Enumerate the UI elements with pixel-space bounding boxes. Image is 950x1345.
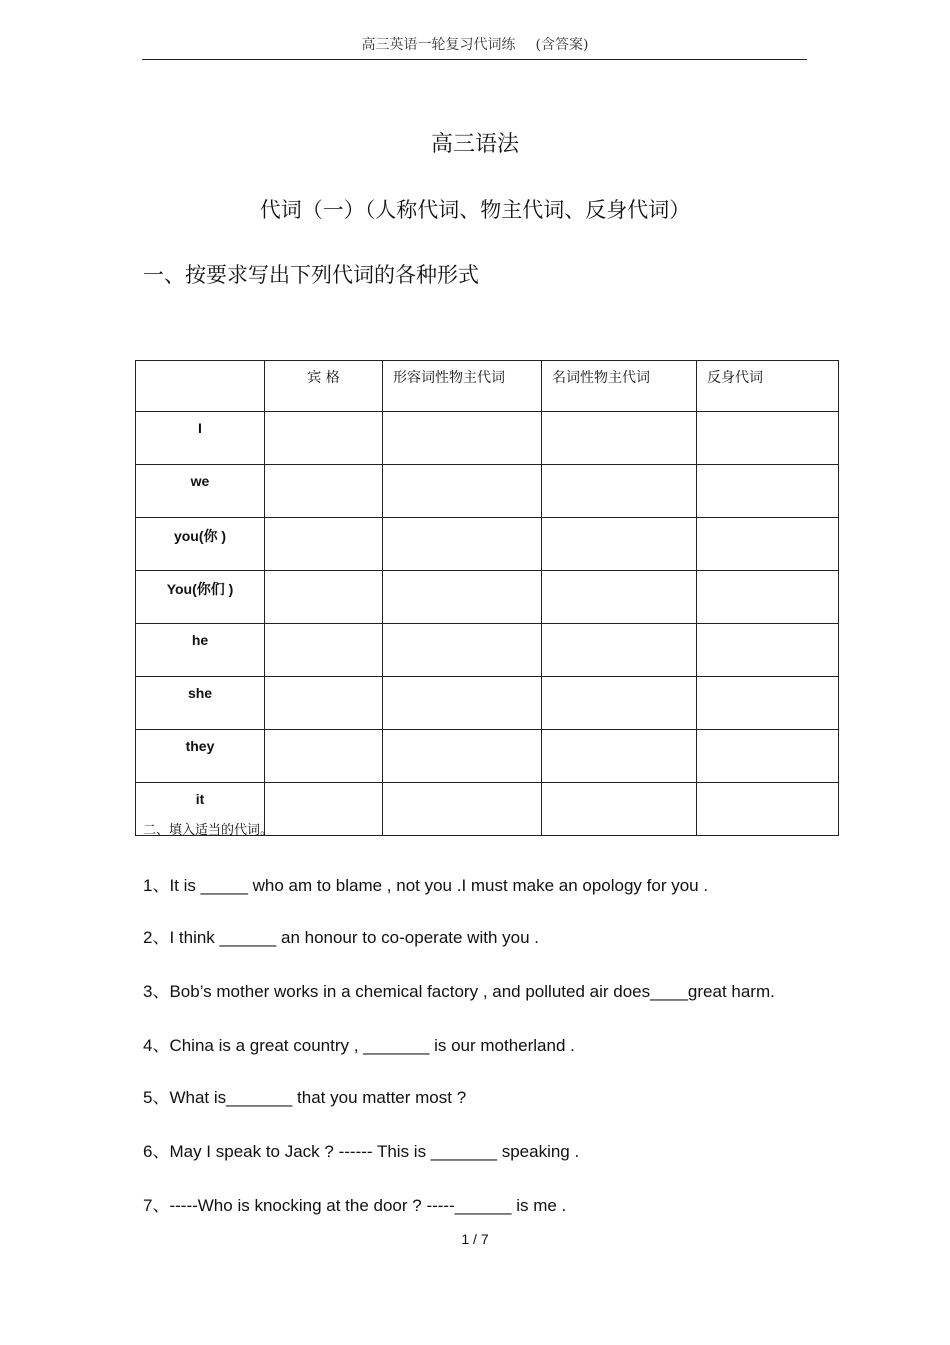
answer-cell [265,783,383,836]
table-header-row [136,361,839,412]
answer-cell [542,465,697,518]
document-title: 高三语法 [430,132,519,157]
header-title: 高三英语一轮复习代词练 [361,37,516,53]
row-label: they [136,730,265,783]
answer-cell [697,677,839,730]
pronoun-forms-table [135,360,839,836]
table-row [136,518,839,571]
page-number: 1 / 7 [461,1231,489,1247]
question-item: 5、What is_______ that you matter most ? [143,1088,467,1107]
table-row [136,412,839,465]
question-item: 6、May I speak to Jack ? ------ This is _______ speaking . [143,1142,580,1161]
answer-cell [542,730,697,783]
answer-cell [542,783,697,836]
answer-cell [697,518,839,571]
table-row [136,624,839,677]
section-1-heading: 一、按要求写出下列代词的各种形式 [143,263,479,287]
answer-cell [542,412,697,465]
answer-cell [265,518,383,571]
page-header [0,34,950,54]
table-row [136,730,839,783]
row-label: we [136,465,265,518]
row-label: she [136,677,265,730]
answer-cell [383,571,542,624]
question-item: 4、China is a great country , _______ is our motherland . [143,1036,575,1055]
question-item: 3、Bob’s mother works in a chemical factory , and polluted air does____great harm. [143,982,775,1001]
row-label: you(你 ) [136,518,265,571]
document-subtitle: 代词（一）（人称代词、物主代词、反身代词） [259,198,691,222]
answer-cell [383,677,542,730]
header-cell-adjective-possessive: 形容词性物主代词 [383,361,542,412]
table-row [136,677,839,730]
answer-cell [542,571,697,624]
answer-cell [265,677,383,730]
header-divider [142,59,807,60]
table-row [136,465,839,518]
answer-cell [697,783,839,836]
answer-cell [697,730,839,783]
header-subtitle: (含答案) [535,37,589,53]
header-cell-empty [136,361,265,412]
answer-cell [265,624,383,677]
answer-cell [383,518,542,571]
answer-cell [265,571,383,624]
answer-cell [542,518,697,571]
table-row [136,571,839,624]
answer-cell [383,783,542,836]
answer-cell [265,465,383,518]
row-label: I [136,412,265,465]
answer-cell [383,465,542,518]
section-2-heading: 二、填入适当的代词。 [143,823,274,838]
header-cell-noun-possessive: 名词性物主代词 [542,361,697,412]
answer-cell [542,624,697,677]
row-label: he [136,624,265,677]
header-cell-objective: 宾 格 [265,361,383,412]
answer-cell [697,624,839,677]
answer-cell [265,412,383,465]
question-item: 1、It is _____ who am to blame , not you .I must make an opology for you . [143,876,709,895]
question-item: 7、-----Who is knocking at the door ? -----______ is me . [143,1196,567,1215]
row-label: it [136,783,265,836]
answer-cell [542,677,697,730]
answer-cell [265,730,383,783]
answer-cell [697,465,839,518]
answer-cell [383,412,542,465]
answer-cell [383,624,542,677]
answer-cell [383,730,542,783]
question-item: 2、I think ______ an honour to co-operate with you . [143,928,539,947]
header-cell-reflexive: 反身代词 [697,361,839,412]
answer-cell [697,412,839,465]
answer-cell [697,571,839,624]
row-label: You(你们 ) [136,571,265,624]
